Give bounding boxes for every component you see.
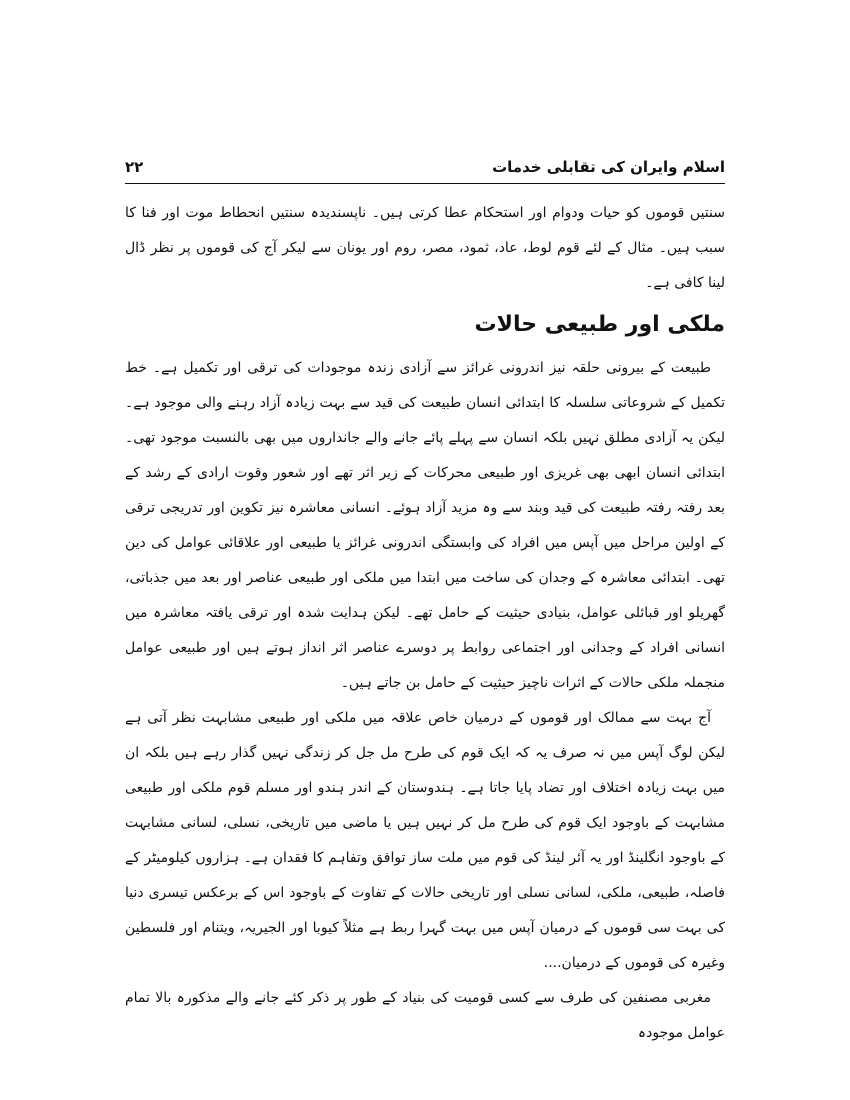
- body-text: [125, 196, 725, 1051]
- paragraph-intro: سنتیں قوموں کو حیات ودوام اور استحکام عطا کرتی ہیں۔ ناپسندیدہ سنتیں انحطاط موت اور فنا کا سبب ہیں۔ مثال کے لئے قوم لوط، عاد، ثمود، مصر، روم اور یونان سے لیکر آج کی قوموں پر نظر ڈال لینا کافی ہے۔: [125, 205, 725, 291]
- paragraph: آج بہت سے ممالک اور قوموں کے درمیان خاص علاقہ میں ملکی اور طبیعی مشابہت نظر آتی ہے لیکن لوگ آپس میں نہ صرف یہ کہ ایک قوم کی طرح مل جل کر زندگی نہیں گذار رہے ہیں بلکہ ان میں بہت زیادہ اختلاف اور تضاد پایا جاتا ہے۔ ہندوستان کے اندر ہندو اور مسلم قوم ملکی اور طبیعی مشابہت کے باوجود ایک قوم کی طرح مل کر نہیں ہیں یا ماضی میں تاریخی، نسلی، لسانی مشابہت کے باوجود انگلینڈ اور یہ آئر لینڈ کی قوم میں ملت ساز توافق وتفاہم کا فقدان ہے۔ ہزاروں کیلومیٹر کے فاصلہ، طبیعی، ملکی، لسانی نسلی اور تاریخی حالات کے تفاوت کے باوجود اس کے برعکس تیسری دنیا کی بہت سی قوموں کے درمیان آپس میں بہت گہرا ربط ہے مثلاً کیوبا اور الجیریہ، ویتنام اور فلسطین وغیرہ کی قوموں کے درمیان....: [125, 710, 725, 971]
- paragraph: مغربی مصنفین کی طرف سے کسی قومیت کی بنیاد کے طور پر ذکر کئے جانے والے مذکورہ بالا تمام عوامل موجودہ: [125, 990, 725, 1041]
- running-header-title: اسلام وایران کی تقابلی خدمات: [492, 158, 725, 176]
- page-number: ۲۲: [125, 158, 144, 176]
- section-heading: ملکی اور طبیعی حالات: [474, 312, 725, 337]
- paragraph: طبیعت کے بیرونی حلقہ نیز اندرونی غرائز سے آزادی زندہ موجودات کی ترقی اور تکمیل ہے۔ خط تکمیل کے شروعاتی سلسلہ کا ابتدائی انسان طبیعت کی قید سے بہت زیادہ آزاد رہنے والی موجود ہے۔ لیکن یہ آزادی مطلق نہیں بلکہ انسان سے پہلے پائے جانے والے جانداروں میں بھی بالنسبت موجود تھی۔ ابتدائی انسان ابھی بھی غریزی اور طبیعی محرکات کے زیر اثر تھے اور شعور وقوت ارادی کے رشد کے بعد رفتہ رفتہ طبیعت کی قید وبند سے وہ مزید آزاد ہوئے۔ انسانی معاشرہ نیز تکوین اور تدریجی ترقی کے اولین مراحل میں آپس میں افراد کی وابستگی اندرونی غرائز یا طبیعی اور علاقائی عوامل کی دین تھی۔ ابتدائی معاشرہ کے وجدان کی ساخت میں ابتدا میں ملکی اور طبیعی عناصر اور بعد میں جذباتی، گھریلو اور قبائلی عوامل، بنیادی حیثیت کے حامل تھے۔ لیکن ہدایت شدہ اور ترقی یافتہ معاشرہ میں انسانی افراد کے وجدانی اور اجتماعی روابط پر دوسرے عناصر اثر انداز ہوتے ہیں اور طبیعی عوامل منجملہ ملکی حالات کے اثرات ناچیز حیثیت کے حامل بن جاتے ہیں۔: [125, 360, 725, 691]
- header-divider: [125, 183, 725, 184]
- running-header: [125, 156, 725, 184]
